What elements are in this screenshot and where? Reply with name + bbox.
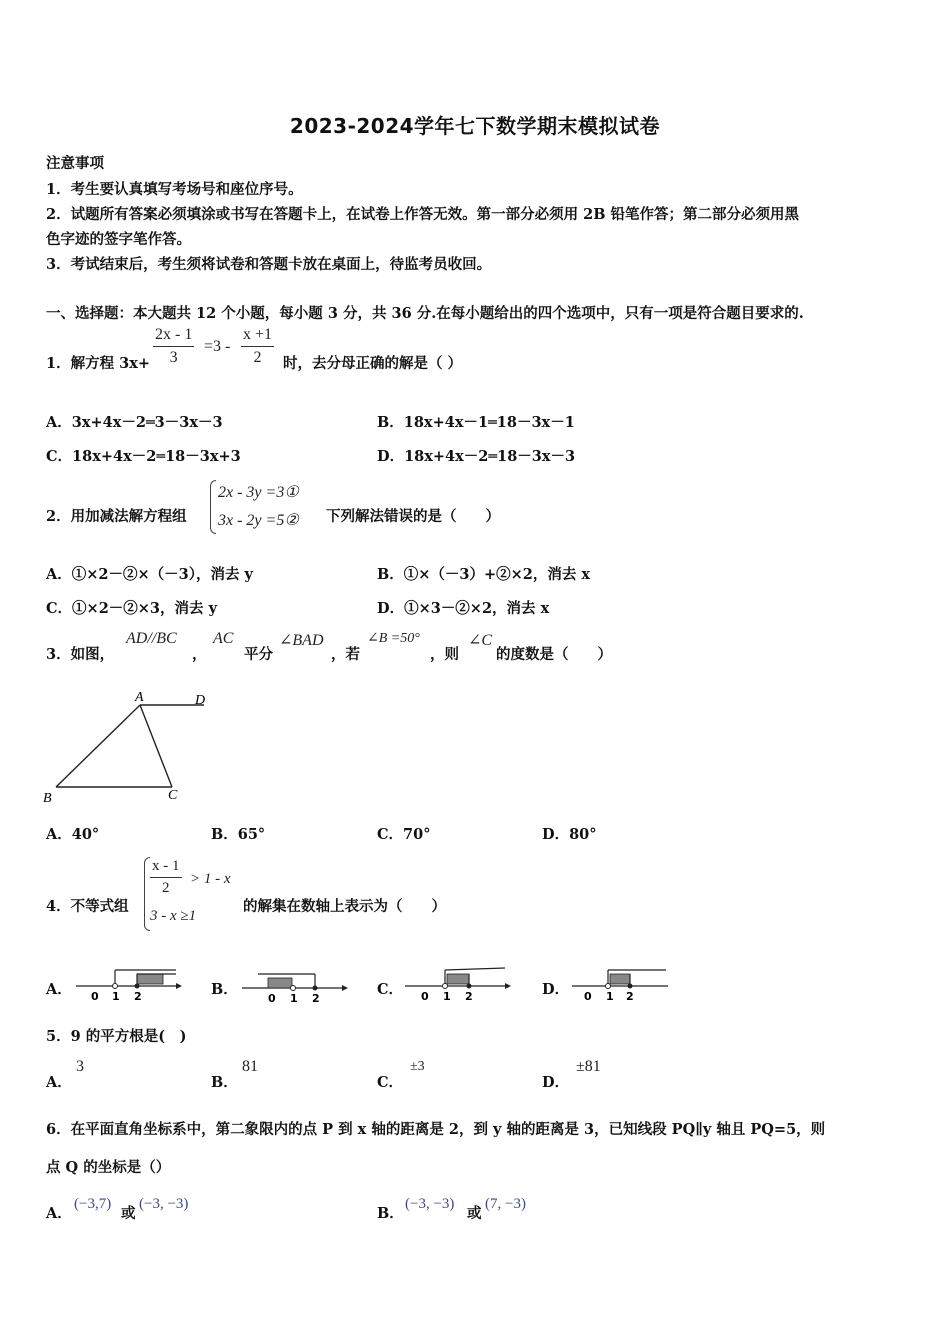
tick-label: 0 xyxy=(268,992,276,1004)
q1-prefix: 1．解方程 3x+ xyxy=(46,355,151,372)
q3-math-bad: ∠BAD xyxy=(279,632,324,649)
q2-equation-1: 2x - 3y =3① xyxy=(218,484,299,501)
q3-option-c[interactable]: C．70° xyxy=(377,826,431,843)
q3-triangle-figure xyxy=(40,685,220,810)
q3-math-ac: AC xyxy=(213,630,234,647)
q2-suffix: 下列解法错误的是（ ） xyxy=(326,508,500,525)
q2-brace xyxy=(210,480,216,534)
tick-label: 1 xyxy=(606,990,614,1003)
q3-text-then: ，则 xyxy=(430,646,459,663)
tick-label: 0 xyxy=(91,990,99,1003)
q4-inequality-2: 3 - x ≥1 xyxy=(150,908,197,924)
q3-text-bisect: 平分 xyxy=(244,646,273,663)
tick-label: 2 xyxy=(312,992,320,1004)
tick-label: 1 xyxy=(443,990,451,1003)
note-item: 3．考试结束后，考生须将试卷和答题卡放在桌面上，待监考员收回。 xyxy=(46,256,492,273)
q4-suffix: 的解集在数轴上表示为（ ） xyxy=(243,898,446,915)
q4-option-d[interactable]: D． xyxy=(542,981,570,998)
q6-b-value-2: (7, −3) xyxy=(485,1196,526,1212)
q3-option-b[interactable]: B．65° xyxy=(211,826,266,843)
q4-option-a[interactable]: A． xyxy=(46,981,72,998)
q4-inequality-1: > 1 - x xyxy=(190,871,231,887)
section-heading: 一、选择题：本大题共 12 个小题，每小题 3 分，共 36 分.在每小题给出的四个选项中，只有一项是符合题目要求的. xyxy=(46,305,804,322)
label-c: C xyxy=(168,788,178,803)
q2-prefix: 2．用加减法解方程组 xyxy=(46,508,187,525)
q1-frac2-den: 2 xyxy=(253,349,262,366)
q3-suffix: 的度数是（ ） xyxy=(496,646,612,663)
q4-frac-den: 2 xyxy=(162,880,170,896)
notes-heading: 注意事项 xyxy=(46,155,104,172)
q1-fraction-2 xyxy=(241,326,274,367)
q6-b-value-1: (−3, −3) xyxy=(405,1196,455,1212)
q3-comma: ， xyxy=(192,646,207,663)
q1-frac1-den: 3 xyxy=(169,349,178,366)
segment-ab xyxy=(56,705,140,787)
q1-frac2-num: x +1 xyxy=(241,326,274,347)
q2-option-d[interactable]: D．①×3－②×2，消去 x xyxy=(377,600,550,617)
q1-mid: =3 - xyxy=(204,338,231,355)
q4-option-c[interactable]: C． xyxy=(377,981,404,998)
q6-b-or: 或 xyxy=(467,1205,482,1222)
q3-prefix: 3．如图， xyxy=(46,646,115,663)
q4-numberline-d xyxy=(570,962,674,1004)
q1-frac1-num: 2x - 1 xyxy=(153,326,194,347)
q4-prefix: 4．不等式组 xyxy=(46,898,129,915)
note-item: 1．考生要认真填写考场号和座位序号。 xyxy=(46,181,303,198)
q2-option-b[interactable]: B．①×（－3）+②×2，消去 x xyxy=(377,566,591,583)
q3-text-if: ，若 xyxy=(331,646,360,663)
q6-a-or: 或 xyxy=(121,1205,136,1222)
label-a: A xyxy=(135,690,144,705)
q6-a-value-1: (−3,7) xyxy=(74,1196,112,1212)
q3-math-angle-c: ∠C xyxy=(468,632,493,649)
label-d: D xyxy=(195,693,206,708)
segment-ac xyxy=(140,705,172,787)
q5-value-a: 3 xyxy=(76,1058,84,1075)
q1-fraction-1 xyxy=(153,326,194,367)
q3-option-d[interactable]: D．80° xyxy=(542,826,597,843)
q5-value-d: ±81 xyxy=(576,1058,601,1075)
tick-label: 2 xyxy=(465,990,473,1003)
q1-option-d[interactable]: D．18x+4x－2═18－3x－3 xyxy=(377,448,576,465)
tick-label: 2 xyxy=(626,990,634,1003)
page-title: 2023-2024学年七下数学期末模拟试卷 xyxy=(289,114,661,138)
q5-stem: 5．9 的平方根是( ) xyxy=(46,1028,187,1045)
q5-option-c[interactable]: C． xyxy=(377,1074,404,1091)
q2-option-a[interactable]: A．①×2－②×（－3），消去 y xyxy=(46,566,253,583)
q5-option-d[interactable]: D． xyxy=(542,1074,570,1091)
q6-a-value-2: (−3, −3) xyxy=(139,1196,189,1212)
q6-stem-line1: 6．在平面直角坐标系中，第二象限内的点 P 到 x 轴的距离是 2，到 y 轴的距离是 3，已知线段 PQ∥y 轴且 PQ=5，则 xyxy=(46,1121,826,1138)
q6-stem-line2: 点 Q 的坐标是（） xyxy=(46,1159,171,1176)
q1-option-a[interactable]: A．3x+4x－2═3－3x－3 xyxy=(46,414,223,431)
q1-option-b[interactable]: B．18x+4x－1═18－3x－1 xyxy=(377,414,575,431)
q5-value-c: ±3 xyxy=(410,1059,425,1074)
q4-frac-num: x - 1 xyxy=(150,858,182,878)
q5-option-b[interactable]: B． xyxy=(211,1074,238,1091)
q3-math-angle-b: ∠B =50° xyxy=(367,631,420,646)
q4-numberline-c xyxy=(403,962,513,1004)
tick-label: 0 xyxy=(584,990,592,1003)
q6-option-b[interactable]: B． xyxy=(377,1205,404,1222)
tick-label: 1 xyxy=(290,992,298,1004)
label-b: B xyxy=(43,791,52,806)
q1-suffix: 时，去分母正确的解是（ ） xyxy=(283,355,463,372)
q4-option-b[interactable]: B． xyxy=(211,981,238,998)
q3-option-a[interactable]: A．40° xyxy=(46,826,100,843)
q4-numberline-a xyxy=(74,962,184,1004)
note-item: 色字迹的签字笔作答。 xyxy=(46,231,191,248)
tick-label: 1 xyxy=(112,990,120,1003)
q5-value-b: 81 xyxy=(242,1058,258,1075)
q1-option-c[interactable]: C．18x+4x－2═18－3x+3 xyxy=(46,448,241,465)
q2-equation-2: 3x - 2y =5② xyxy=(218,512,299,529)
note-item: 2．试题所有答案必须填涂或书写在答题卡上，在试卷上作答无效。第一部分必须用 2B 铅笔作答；第二部分必须用黑 xyxy=(46,206,800,223)
q4-numberline-b xyxy=(240,962,350,1004)
q3-math-ad-bc: AD//BC xyxy=(126,630,177,647)
q6-option-a[interactable]: A． xyxy=(46,1205,72,1222)
q2-option-c[interactable]: C．①×2－②×3，消去 y xyxy=(46,600,217,617)
tick-label: 0 xyxy=(421,990,429,1003)
q5-option-a[interactable]: A． xyxy=(46,1074,72,1091)
q4-fraction xyxy=(150,858,182,897)
tick-label: 2 xyxy=(134,990,142,1003)
